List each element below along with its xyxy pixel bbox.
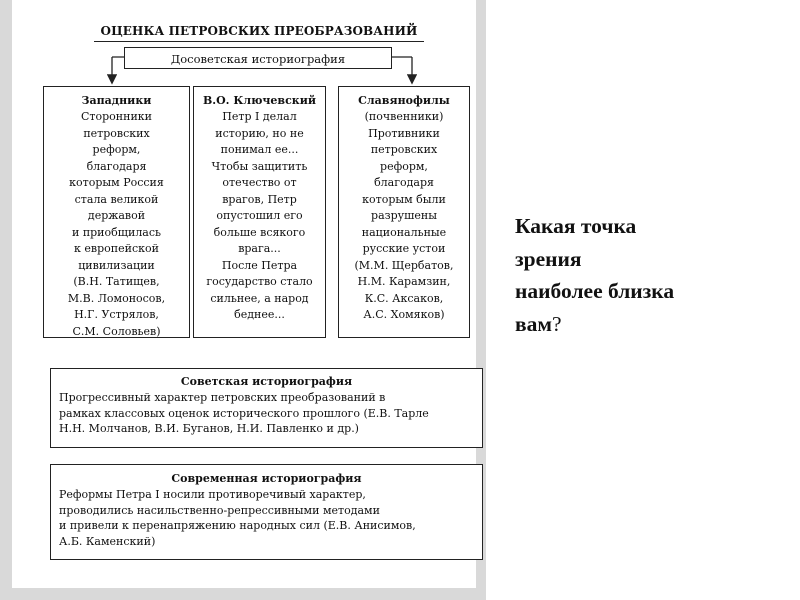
slavophiles-line: (почвенники) — [364, 110, 444, 123]
klyuchevsky-line: Чтобы защитить — [211, 159, 308, 173]
westernizers-line: цивилизации — [78, 258, 155, 272]
klyuchevsky-line: После Петра — [221, 258, 298, 272]
connector-arrows — [12, 0, 476, 90]
westernizers-line: М.В. Ломоносов, — [67, 291, 166, 305]
westernizers-line: к европейской — [74, 242, 159, 255]
westernizers-line: державой — [87, 209, 146, 222]
westernizers-line: (В.Н. Татищев, — [73, 275, 160, 288]
westernizers-title: Западники — [81, 94, 152, 107]
slavophiles-line: которым были — [362, 192, 446, 206]
slavophiles-line: национальные — [361, 225, 447, 239]
slavophiles-line: (М.М. Щербатов, — [354, 258, 454, 272]
klyuchevsky-line: врага... — [238, 242, 281, 255]
modern-historiography-line: Реформы Петра I носили противоречивый характер, — [59, 488, 366, 501]
slavophiles-title: Славянофилы — [358, 94, 450, 107]
slavophiles-line: К.С. Аксаков, — [364, 291, 444, 305]
westernizers-line: благодаря — [86, 159, 147, 173]
soviet-historiography-box — [50, 368, 483, 448]
klyuchevsky-line: больше всякого — [213, 225, 306, 239]
soviet-historiography-line: Прогрессивный характер петровских преобразований в — [59, 391, 386, 404]
question-mark: ? — [552, 311, 562, 336]
klyuchevsky-line: понимал ее... — [220, 143, 299, 156]
klyuchevsky-line: врагов, Петр — [222, 192, 297, 206]
klyuchevsky-line: Петр I делал — [222, 110, 297, 123]
klyuchevsky-line: отечество от — [222, 176, 297, 189]
slavophiles-line: петровских — [370, 143, 438, 156]
klyuchevsky-line: опустошил его — [216, 209, 303, 222]
discussion-question — [515, 210, 785, 340]
westernizers-line: С.М. Соловьев) — [72, 324, 161, 338]
westernizers-line: петровских — [83, 126, 150, 140]
question-line: наиболее близка — [515, 279, 675, 303]
soviet-historiography-line: рамках классовых оценок исторического прошлого (Е.В. Тарле — [59, 406, 429, 420]
modern-historiography-line: проводились насильственно-репрессивными методами — [59, 503, 380, 517]
westernizers-text — [48, 109, 185, 340]
westernizers-line: стала великой — [74, 192, 159, 206]
question-last-line — [515, 308, 785, 341]
question-line: Какая точка — [515, 214, 637, 238]
question-last-word: вам — [515, 311, 553, 336]
klyuchevsky-title: В.О. Ключевский — [202, 94, 317, 107]
westernizers-line: которым Россия — [69, 176, 164, 189]
klyuchevsky-text — [198, 109, 321, 324]
klyuchevsky-line: беднее... — [234, 308, 285, 321]
slavophiles-line: русские устои — [362, 242, 446, 255]
westernizers-line: Н.Г. Устрялов, — [74, 308, 159, 321]
slavophiles-line: Н.М. Карамзин, — [357, 275, 451, 288]
slavophiles-box — [338, 86, 470, 338]
scanned-sheet — [12, 0, 476, 588]
westernizers-line: реформ, — [92, 143, 141, 156]
modern-historiography-box — [50, 464, 483, 560]
klyuchevsky-line: сильнее, а народ — [210, 291, 309, 305]
soviet-historiography-title: Советская историография — [180, 375, 353, 388]
modern-historiography-line: А.Б. Каменский) — [59, 534, 156, 548]
klyuchevsky-line: государство стало — [206, 275, 313, 288]
soviet-historiography-line: Н.Н. Молчанов, В.И. Буганов, Н.И. Павленко и др.) — [59, 422, 359, 435]
slavophiles-line: А.С. Хомяков) — [363, 308, 445, 321]
klyuchevsky-box — [193, 86, 326, 338]
westernizers-line: и приобщилась — [71, 225, 162, 239]
page-title: ОЦЕНКА ПЕТРОВСКИХ ПРЕОБРАЗОВАНИЙ — [100, 24, 418, 38]
pre-soviet-historiography-box — [124, 47, 392, 69]
modern-historiography-title: Современная историография — [171, 472, 362, 485]
slavophiles-line: разрушены — [371, 209, 437, 222]
slavophiles-text — [343, 109, 465, 324]
slavophiles-line: Противники — [368, 126, 440, 140]
klyuchevsky-line: историю, но не — [215, 126, 304, 140]
modern-historiography-line: и привели к перенапряжению народных сил (Е.В. Анисимов, — [59, 519, 416, 532]
westernizers-box — [43, 86, 190, 338]
pre-soviet-historiography-label: Досоветская историография — [170, 52, 346, 66]
slavophiles-line: благодаря — [374, 176, 434, 189]
slavophiles-line: реформ, — [380, 159, 428, 173]
question-line: зрения — [515, 246, 582, 271]
westernizers-line: Сторонники — [81, 110, 152, 123]
